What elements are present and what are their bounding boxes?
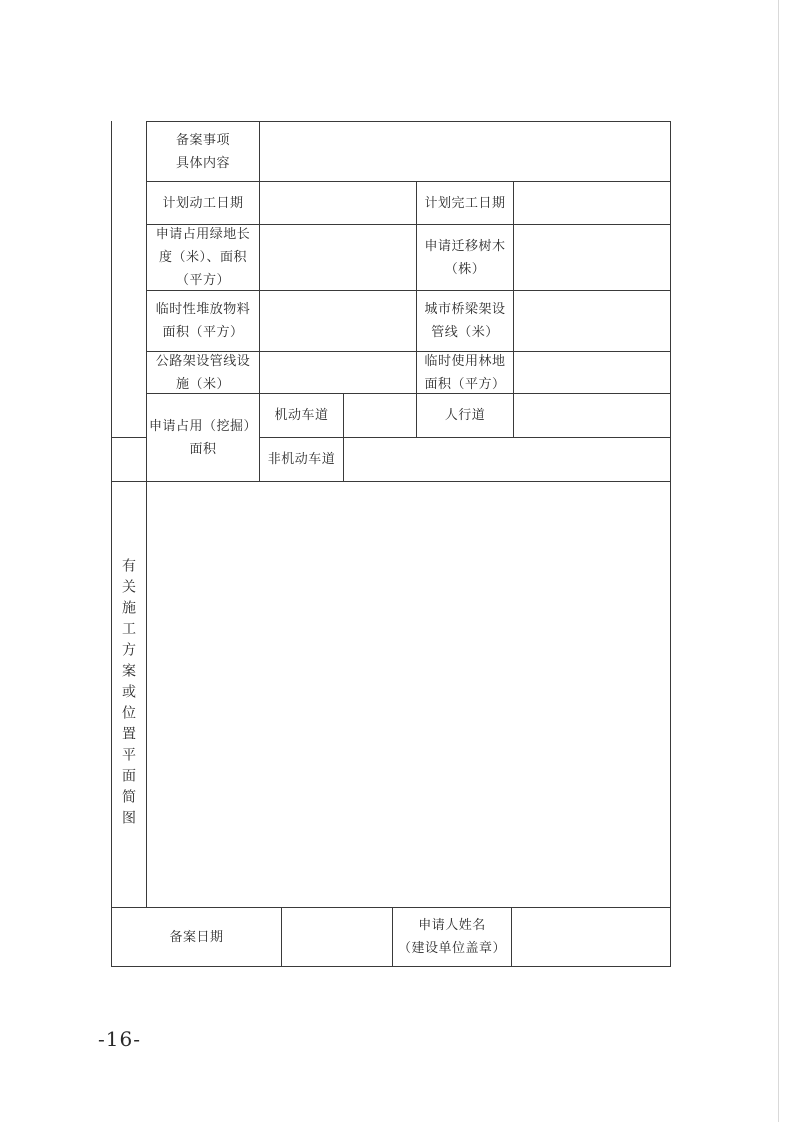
non-motor-lane-label: 非机动车道 — [267, 452, 336, 467]
bridge-pipeline-label: 城市桥梁架设 管线（米） — [424, 302, 506, 340]
grid-line — [111, 437, 146, 438]
planned-start-label: 计划动工日期 — [162, 195, 244, 211]
grid-line — [670, 121, 671, 967]
bridge-pipeline-field[interactable] — [514, 291, 670, 351]
record-date-label: 备案日期 — [169, 929, 224, 945]
road-pipeline-label: 公路架设管线设 施（米） — [155, 353, 251, 392]
record-content-label: 备案事项 具体内容 — [175, 132, 230, 171]
motor-lane-label: 机动车道 — [274, 408, 329, 423]
plan-section-label: 有关施工方案或位置平面简图 — [120, 557, 136, 831]
material-storage-label: 临时性堆放物料 面积（平方） — [155, 302, 251, 340]
planned-start-field[interactable] — [260, 182, 416, 224]
material-storage-field[interactable] — [260, 291, 416, 351]
green-space-label: 申请占用绿地长 度（米）、面积 （平方） — [155, 227, 251, 288]
record-content-field[interactable] — [260, 122, 670, 181]
applicant-field[interactable] — [512, 908, 670, 966]
green-space-field[interactable] — [260, 225, 416, 290]
road-pipeline-field[interactable] — [260, 352, 416, 393]
plan-sketch-area[interactable] — [147, 482, 670, 907]
forest-land-label: 临时使用林地 面积（平方） — [424, 353, 506, 392]
non-motor-lane-field[interactable] — [344, 438, 670, 481]
tree-relocation-label: 申请迁移树木 （株） — [424, 238, 506, 277]
planned-end-field[interactable] — [514, 182, 670, 224]
page-edge-line — [778, 0, 779, 1122]
forest-land-field[interactable] — [514, 352, 670, 393]
motor-lane-field[interactable] — [344, 394, 416, 437]
plan-section-label-cell — [111, 482, 145, 906]
record-date-field[interactable] — [282, 908, 392, 966]
applicant-label: 申请人姓名 （建设单位盖章） — [397, 918, 506, 956]
tree-relocation-field[interactable] — [514, 225, 670, 290]
sidewalk-field[interactable] — [514, 394, 670, 437]
page-number: -16- — [98, 1027, 141, 1051]
grid-line — [111, 966, 671, 967]
occupancy-area-label: 申请占用（挖掘） 面积 — [148, 418, 257, 457]
planned-end-label: 计划完工日期 — [424, 195, 506, 211]
sidewalk-label: 人行道 — [444, 408, 486, 423]
